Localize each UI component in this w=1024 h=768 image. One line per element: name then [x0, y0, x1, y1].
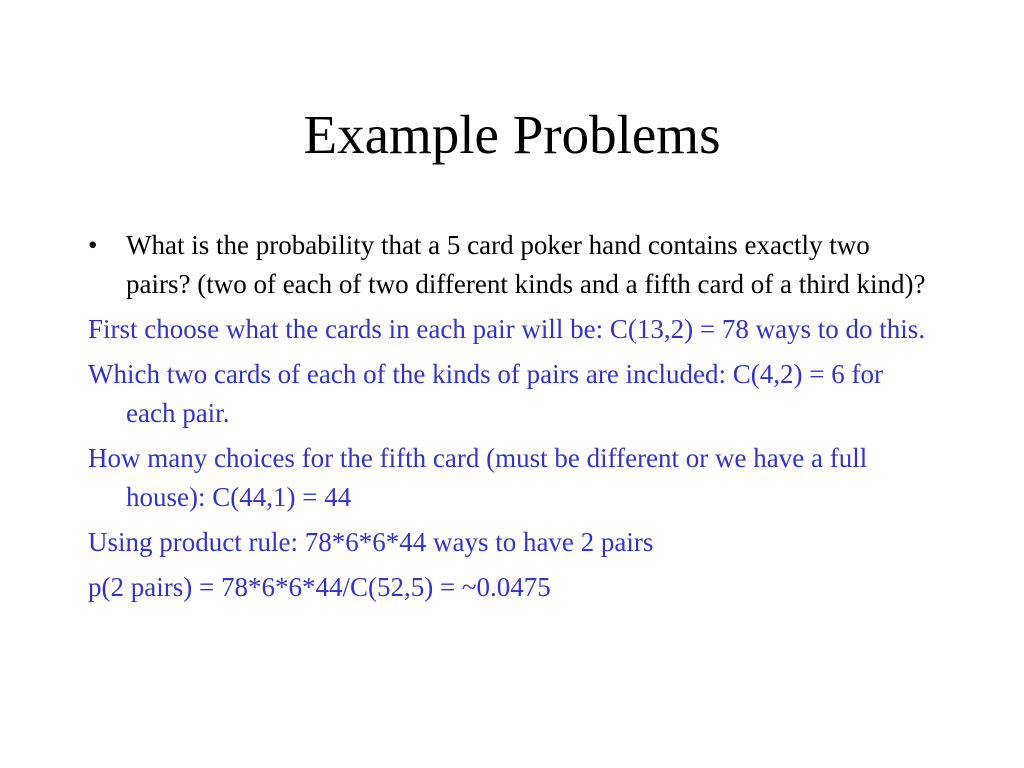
step-choose-pair-cards: Which two cards of each of the kinds of pairs are included: C(4,2) = 6 for each pair.: [88, 359, 883, 428]
slide-title: Example Problems: [303, 104, 721, 165]
slide-body: [88, 226, 938, 613]
step-probability-result: p(2 pairs) = 78*6*6*44/C(52,5) = ~0.0475: [88, 572, 551, 602]
step-product-rule: Using product rule: 78*6*6*44 ways to have 2 pairs: [88, 527, 654, 557]
bullet-dot-icon: •: [88, 230, 98, 260]
step-fifth-card: How many choices for the fifth card (must be different or we have a full house): C(44,1) = 44: [88, 443, 868, 512]
bullet-question-text: What is the probability that a 5 card poker hand contains exactly two pairs? (two of each of two different kinds and a fifth card of a third kind)?: [126, 230, 926, 299]
step-choose-pair-kinds: First choose what the cards in each pair will be: C(13,2) = 78 ways to do this.: [88, 314, 926, 344]
bullet-item: [88, 226, 938, 304]
